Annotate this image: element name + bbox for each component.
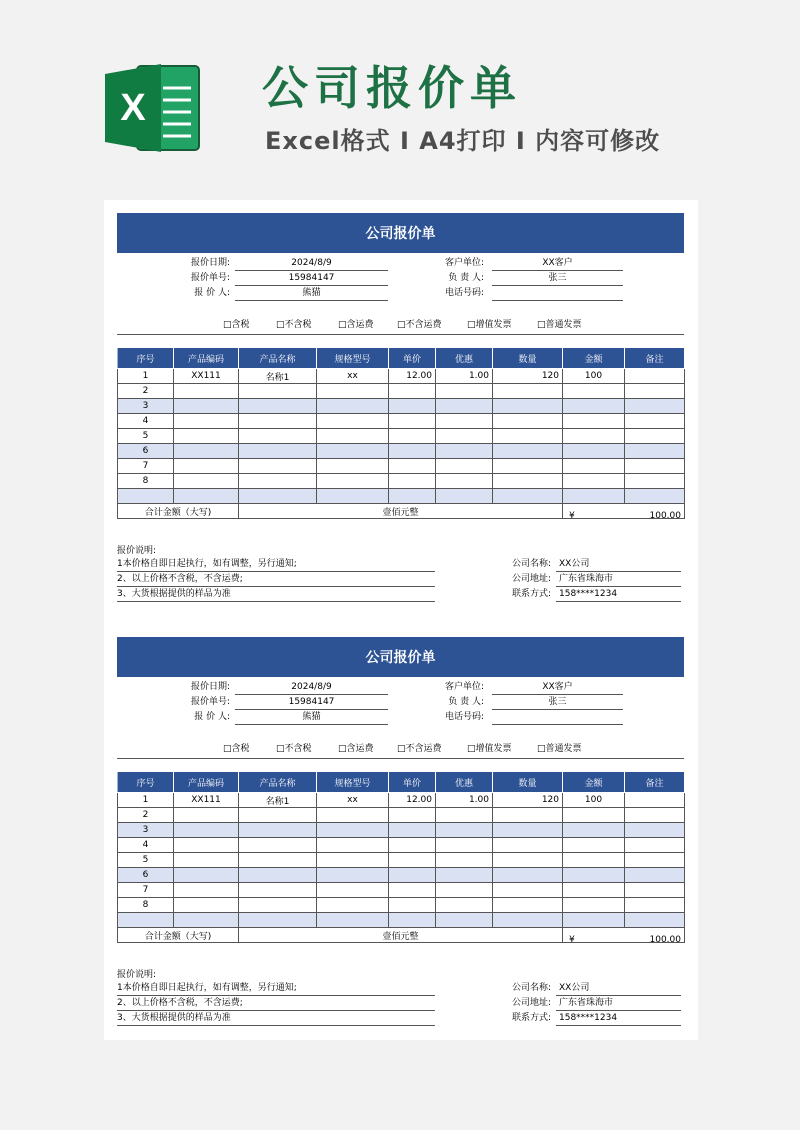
table-cell[interactable]: 120 — [493, 793, 563, 808]
table-cell[interactable] — [563, 853, 625, 868]
table-row — [118, 808, 685, 823]
table-cell[interactable]: 名称1 — [239, 369, 317, 384]
table-cell[interactable] — [625, 808, 685, 823]
table-cell[interactable] — [317, 459, 389, 474]
table-cell[interactable] — [493, 883, 563, 898]
quote-banner-title: 公司报价单 — [117, 213, 684, 253]
total-words[interactable]: 壹佰元整 — [239, 928, 563, 943]
column-header: 产品名称 — [239, 772, 317, 793]
table-cell[interactable]: 2 — [118, 808, 174, 823]
table-cell[interactable] — [625, 868, 685, 883]
table-cell[interactable] — [436, 399, 493, 414]
column-header: 规格型号 — [317, 348, 389, 369]
table-cell[interactable] — [174, 399, 239, 414]
table-cell[interactable] — [625, 898, 685, 913]
table-cell[interactable] — [239, 399, 317, 414]
table-cell[interactable]: 1.00 — [436, 793, 493, 808]
phone-field[interactable] — [492, 286, 623, 301]
table-cell[interactable] — [625, 838, 685, 853]
table-row — [118, 489, 685, 504]
column-header: 数量 — [493, 772, 563, 793]
table-cell[interactable]: 12.00 — [389, 369, 436, 384]
table-cell[interactable] — [493, 853, 563, 868]
table-cell[interactable]: 3 — [118, 399, 174, 414]
total-amount-cell[interactable] — [563, 504, 685, 519]
table-row — [118, 898, 685, 913]
table-cell[interactable] — [174, 414, 239, 429]
table-cell[interactable] — [239, 883, 317, 898]
table-cell[interactable] — [436, 883, 493, 898]
company-addr-label: 公司地址: — [511, 998, 551, 1008]
table-cell[interactable] — [436, 429, 493, 444]
column-header: 单价 — [389, 772, 436, 793]
table-cell[interactable] — [239, 489, 317, 504]
notes-title: 报价说明: — [117, 970, 157, 980]
table-cell[interactable] — [389, 913, 436, 928]
company-contact-field[interactable]: 158****1234 — [556, 1011, 681, 1026]
date-field[interactable]: 2024/8/9 — [235, 680, 388, 695]
logo-letter: X — [120, 87, 146, 129]
table-cell[interactable] — [239, 838, 317, 853]
option-checkbox[interactable]: □普通发票 — [537, 744, 582, 754]
excel-logo-icon — [103, 60, 201, 156]
table-cell[interactable] — [239, 429, 317, 444]
table-cell[interactable] — [625, 853, 685, 868]
table-cell[interactable] — [174, 459, 239, 474]
option-label: 含税 — [231, 744, 250, 754]
note-line[interactable]: 1本价格自即日起执行，如有调整，另行通知; — [117, 981, 435, 996]
table-cell[interactable]: 4 — [118, 414, 174, 429]
table-cell[interactable]: 6 — [118, 868, 174, 883]
table-cell[interactable] — [317, 823, 389, 838]
option-label: 不含运费 — [405, 744, 442, 754]
table-row — [118, 913, 685, 928]
table-cell[interactable]: 100 — [563, 369, 625, 384]
option-label: 不含运费 — [405, 320, 442, 330]
company-contact-label: 联系方式: — [511, 1013, 551, 1023]
table-cell[interactable] — [389, 444, 436, 459]
table-cell[interactable] — [317, 913, 389, 928]
table-cell[interactable]: 7 — [118, 883, 174, 898]
table-cell[interactable] — [563, 489, 625, 504]
table-cell[interactable] — [389, 474, 436, 489]
table-cell[interactable] — [239, 808, 317, 823]
table-cell[interactable] — [563, 459, 625, 474]
table-cell[interactable] — [563, 823, 625, 838]
number-field[interactable]: 15984147 — [235, 271, 388, 286]
table-row — [118, 459, 685, 474]
option-label: 普通发票 — [545, 320, 582, 330]
option-label: 不含税 — [284, 744, 312, 754]
table-cell[interactable] — [389, 489, 436, 504]
option-label: 含运费 — [346, 320, 374, 330]
table-cell[interactable] — [563, 868, 625, 883]
company-addr-label: 公司地址: — [511, 574, 551, 584]
table-cell[interactable] — [239, 444, 317, 459]
table-cell[interactable] — [174, 429, 239, 444]
phone-field[interactable] — [492, 710, 623, 725]
number-label: 报价单号: — [190, 273, 230, 283]
table-row — [118, 823, 685, 838]
company-contact-row — [511, 1011, 684, 1026]
note-line[interactable]: 3、大货根据提供的样品为准 — [117, 1011, 435, 1026]
table-cell[interactable] — [389, 883, 436, 898]
table-cell[interactable] — [317, 414, 389, 429]
quote-options-row — [117, 319, 684, 335]
date-label: 报价日期: — [190, 258, 230, 268]
option-label: 不含税 — [284, 320, 312, 330]
table-row — [118, 414, 685, 429]
table-cell[interactable] — [436, 823, 493, 838]
table-cell[interactable]: 12.00 — [389, 793, 436, 808]
column-header: 序号 — [118, 772, 174, 793]
table-cell[interactable] — [317, 474, 389, 489]
option-label: 普通发票 — [545, 744, 582, 754]
table-cell[interactable] — [317, 883, 389, 898]
option-label: 含运费 — [346, 744, 374, 754]
table-row — [118, 853, 685, 868]
company-contact-field[interactable]: 158****1234 — [556, 587, 681, 602]
contact-field[interactable]: 张三 — [492, 695, 623, 710]
column-header: 产品编码 — [174, 348, 239, 369]
table-cell[interactable] — [563, 898, 625, 913]
table-cell[interactable] — [389, 459, 436, 474]
table-cell[interactable] — [317, 384, 389, 399]
currency-symbol: ¥ — [569, 935, 575, 943]
column-header: 备注 — [625, 772, 685, 793]
contact-label: 负 责 人: — [448, 697, 484, 707]
client-field[interactable]: XX客户 — [492, 680, 623, 695]
column-header: 规格型号 — [317, 772, 389, 793]
table-row — [118, 868, 685, 883]
column-header: 金额 — [563, 348, 625, 369]
table-row — [118, 384, 685, 399]
contact-field[interactable]: 张三 — [492, 271, 623, 286]
company-name-row — [511, 557, 684, 572]
table-cell[interactable] — [389, 414, 436, 429]
column-header: 数量 — [493, 348, 563, 369]
currency-symbol: ¥ — [569, 511, 575, 519]
table-cell[interactable] — [436, 868, 493, 883]
table-cell[interactable]: 8 — [118, 898, 174, 913]
table-cell[interactable]: 5 — [118, 853, 174, 868]
table-cell[interactable] — [625, 414, 685, 429]
client-label: 客户单位: — [444, 682, 484, 692]
table-cell[interactable] — [625, 399, 685, 414]
table-row — [118, 429, 685, 444]
table-cell[interactable] — [493, 489, 563, 504]
column-header: 优惠 — [436, 772, 493, 793]
table-cell[interactable] — [317, 808, 389, 823]
option-checkbox[interactable]: □不含税 — [276, 320, 312, 330]
quote-options-row — [117, 743, 684, 759]
table-cell[interactable]: 120 — [493, 369, 563, 384]
table-cell[interactable]: 1 — [118, 369, 174, 384]
table-cell[interactable]: 2 — [118, 384, 174, 399]
table-cell[interactable] — [389, 838, 436, 853]
table-cell[interactable] — [436, 838, 493, 853]
table-cell[interactable] — [625, 883, 685, 898]
column-header: 金额 — [563, 772, 625, 793]
table-cell[interactable] — [239, 823, 317, 838]
company-name-row — [511, 981, 684, 996]
company-addr-field[interactable]: 广东省珠海市 — [556, 572, 681, 587]
table-cell[interactable] — [389, 823, 436, 838]
table-cell[interactable] — [625, 823, 685, 838]
table-cell[interactable] — [239, 414, 317, 429]
table-cell[interactable] — [317, 898, 389, 913]
person-field[interactable]: 熊猫 — [235, 710, 388, 725]
table-cell[interactable] — [563, 474, 625, 489]
table-cell[interactable] — [239, 853, 317, 868]
client-field[interactable]: XX客户 — [492, 256, 623, 271]
table-cell[interactable]: 8 — [118, 474, 174, 489]
table-cell[interactable] — [317, 429, 389, 444]
table-cell[interactable] — [174, 384, 239, 399]
table-cell[interactable] — [493, 838, 563, 853]
table-cell[interactable] — [389, 853, 436, 868]
table-cell[interactable] — [625, 793, 685, 808]
table-cell[interactable] — [174, 823, 239, 838]
option-label: 增值发票 — [475, 744, 512, 754]
notes-title: 报价说明: — [117, 546, 157, 556]
total-row — [118, 928, 685, 943]
total-amount-cell[interactable] — [563, 928, 685, 943]
note-line[interactable]: 2、以上价格不含税，不含运费; — [117, 572, 435, 587]
page-subtitle: Excel格式 I A4打印 I 内容可修改 — [265, 127, 661, 155]
table-cell[interactable] — [493, 429, 563, 444]
table-cell[interactable] — [493, 459, 563, 474]
table-cell[interactable]: 100 — [563, 793, 625, 808]
table-cell[interactable] — [174, 898, 239, 913]
table-cell[interactable] — [436, 898, 493, 913]
page-title: 公司报价单 — [262, 61, 522, 115]
table-cell[interactable] — [389, 808, 436, 823]
table-cell[interactable] — [436, 474, 493, 489]
table-cell[interactable] — [174, 853, 239, 868]
company-name-field[interactable]: XX公司 — [556, 557, 681, 572]
person-label: 报 价 人: — [194, 712, 230, 722]
table-cell[interactable] — [239, 913, 317, 928]
table-cell[interactable] — [389, 399, 436, 414]
table-cell[interactable] — [563, 808, 625, 823]
table-cell[interactable] — [493, 868, 563, 883]
table-cell[interactable] — [174, 808, 239, 823]
number-label: 报价单号: — [190, 697, 230, 707]
table-row — [118, 444, 685, 459]
table-cell[interactable] — [436, 913, 493, 928]
table-row — [118, 838, 685, 853]
table-cell[interactable] — [174, 489, 239, 504]
column-header: 优惠 — [436, 348, 493, 369]
table-cell[interactable] — [493, 444, 563, 459]
quote-form — [117, 213, 684, 597]
company-contact-row — [511, 587, 684, 602]
table-cell[interactable]: 6 — [118, 444, 174, 459]
table-row — [118, 793, 685, 808]
table-cell[interactable] — [625, 369, 685, 384]
company-addr-row — [511, 996, 684, 1011]
person-label: 报 价 人: — [194, 288, 230, 298]
company-name-label: 公司名称: — [511, 559, 551, 569]
table-cell[interactable] — [563, 414, 625, 429]
table-cell[interactable] — [389, 898, 436, 913]
table-cell[interactable] — [563, 384, 625, 399]
phone-label: 电话号码: — [444, 288, 484, 298]
table-cell[interactable] — [174, 838, 239, 853]
table-cell[interactable] — [317, 399, 389, 414]
table-cell[interactable] — [625, 429, 685, 444]
table-cell[interactable] — [563, 913, 625, 928]
company-addr-row — [511, 572, 684, 587]
option-checkbox[interactable]: □不含税 — [276, 744, 312, 754]
total-label: 合计金额（大写) — [118, 928, 239, 943]
product-table — [117, 771, 685, 943]
table-cell[interactable]: 5 — [118, 429, 174, 444]
table-cell[interactable]: xx — [317, 793, 389, 808]
column-header: 产品编码 — [174, 772, 239, 793]
table-cell[interactable] — [389, 429, 436, 444]
table-cell[interactable] — [174, 913, 239, 928]
option-checkbox[interactable]: □增值发票 — [467, 744, 512, 754]
table-cell[interactable] — [317, 838, 389, 853]
date-field[interactable]: 2024/8/9 — [235, 256, 388, 271]
table-cell[interactable]: XX111 — [174, 793, 239, 808]
column-header: 单价 — [389, 348, 436, 369]
option-checkbox[interactable]: □含税 — [223, 744, 250, 754]
table-cell[interactable] — [493, 384, 563, 399]
table-cell[interactable] — [174, 868, 239, 883]
column-header: 产品名称 — [239, 348, 317, 369]
note-line[interactable]: 3、大货根据提供的样品为准 — [117, 587, 435, 602]
total-words[interactable]: 壹佰元整 — [239, 504, 563, 519]
table-cell[interactable] — [239, 868, 317, 883]
company-name-label: 公司名称: — [511, 983, 551, 993]
table-cell[interactable] — [625, 474, 685, 489]
table-cell[interactable] — [563, 838, 625, 853]
person-field[interactable]: 熊猫 — [235, 286, 388, 301]
number-field[interactable]: 15984147 — [235, 695, 388, 710]
table-cell[interactable] — [118, 489, 174, 504]
table-cell[interactable]: 3 — [118, 823, 174, 838]
column-header: 序号 — [118, 348, 174, 369]
option-checkbox[interactable]: □普通发票 — [537, 320, 582, 330]
table-cell[interactable]: xx — [317, 369, 389, 384]
option-label: 增值发票 — [475, 320, 512, 330]
table-row — [118, 369, 685, 384]
table-cell[interactable] — [493, 808, 563, 823]
option-label: 含税 — [231, 320, 250, 330]
table-cell[interactable] — [174, 883, 239, 898]
total-row — [118, 504, 685, 519]
table-cell[interactable] — [493, 399, 563, 414]
table-cell[interactable] — [563, 444, 625, 459]
table-cell[interactable] — [389, 868, 436, 883]
table-cell[interactable] — [436, 489, 493, 504]
table-cell[interactable] — [436, 384, 493, 399]
option-checkbox[interactable]: □增值发票 — [467, 320, 512, 330]
product-table — [117, 347, 685, 519]
table-cell[interactable]: 1 — [118, 793, 174, 808]
table-cell[interactable]: XX111 — [174, 369, 239, 384]
table-cell[interactable] — [625, 489, 685, 504]
table-cell[interactable] — [317, 868, 389, 883]
company-addr-field[interactable]: 广东省珠海市 — [556, 996, 681, 1011]
table-cell[interactable] — [493, 474, 563, 489]
table-cell[interactable] — [563, 399, 625, 414]
contact-label: 负 责 人: — [448, 273, 484, 283]
table-cell[interactable] — [436, 444, 493, 459]
table-cell[interactable] — [436, 808, 493, 823]
quote-banner-title: 公司报价单 — [117, 637, 684, 677]
table-cell[interactable] — [239, 459, 317, 474]
table-cell[interactable] — [174, 474, 239, 489]
table-cell[interactable] — [317, 853, 389, 868]
option-checkbox[interactable]: □含税 — [223, 320, 250, 330]
table-cell[interactable] — [317, 444, 389, 459]
table-cell[interactable] — [493, 414, 563, 429]
table-cell[interactable] — [563, 883, 625, 898]
table-cell[interactable] — [436, 459, 493, 474]
table-cell[interactable] — [625, 444, 685, 459]
table-cell[interactable] — [389, 384, 436, 399]
option-checkbox[interactable]: □含运费 — [338, 744, 374, 754]
note-line[interactable]: 2、以上价格不含税，不含运费; — [117, 996, 435, 1011]
note-line[interactable]: 1本价格自即日起执行，如有调整，另行通知; — [117, 557, 435, 572]
table-cell[interactable] — [625, 384, 685, 399]
table-cell[interactable] — [493, 823, 563, 838]
company-contact-label: 联系方式: — [511, 589, 551, 599]
table-cell[interactable]: 7 — [118, 459, 174, 474]
table-cell[interactable] — [493, 913, 563, 928]
table-cell[interactable] — [174, 444, 239, 459]
table-cell[interactable] — [239, 474, 317, 489]
table-cell[interactable]: 名称1 — [239, 793, 317, 808]
table-cell[interactable] — [625, 913, 685, 928]
table-cell[interactable] — [118, 913, 174, 928]
table-cell[interactable] — [493, 898, 563, 913]
option-checkbox[interactable]: □不含运费 — [397, 320, 442, 330]
table-cell[interactable] — [436, 853, 493, 868]
table-cell[interactable]: 4 — [118, 838, 174, 853]
table-cell[interactable] — [239, 384, 317, 399]
date-label: 报价日期: — [190, 682, 230, 692]
total-label: 合计金额（大写) — [118, 504, 239, 519]
column-header: 备注 — [625, 348, 685, 369]
table-cell[interactable]: 1.00 — [436, 369, 493, 384]
table-cell[interactable] — [239, 898, 317, 913]
company-name-field[interactable]: XX公司 — [556, 981, 681, 996]
table-cell[interactable] — [563, 429, 625, 444]
quote-form — [117, 637, 684, 1021]
table-cell[interactable] — [625, 459, 685, 474]
table-row — [118, 474, 685, 489]
client-label: 客户单位: — [444, 258, 484, 268]
table-row — [118, 399, 685, 414]
option-checkbox[interactable]: □含运费 — [338, 320, 374, 330]
phone-label: 电话号码: — [444, 712, 484, 722]
total-amount: 100.00 — [649, 511, 681, 519]
option-checkbox[interactable]: □不含运费 — [397, 744, 442, 754]
table-cell[interactable] — [317, 489, 389, 504]
total-amount: 100.00 — [649, 935, 681, 943]
table-cell[interactable] — [436, 414, 493, 429]
table-row — [118, 883, 685, 898]
